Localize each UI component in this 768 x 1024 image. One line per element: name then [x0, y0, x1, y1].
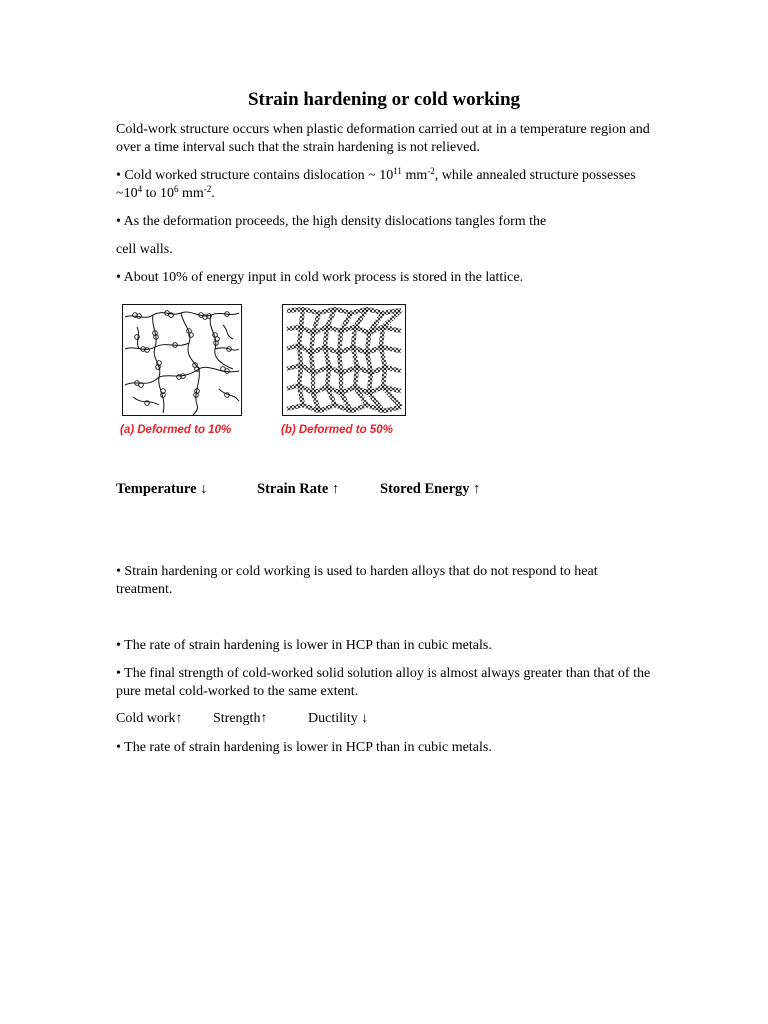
micrograph-deformed-10 [122, 304, 242, 416]
dislocation-cell-network-dense [283, 305, 405, 415]
page-title: Strain hardening or cold working [247, 89, 521, 110]
p2-sup-5: -2 [203, 184, 212, 194]
p2-text-d: to 10 [142, 186, 174, 201]
cold-work-relation: Cold work↑ [116, 711, 183, 726]
p2-text-a: • Cold worked structure contains dislocation ~ 10 [116, 168, 394, 183]
strain-rate-relation: Strain Rate ↑ [257, 481, 340, 497]
stored-energy-relation: Stored Energy ↑ [380, 481, 481, 497]
caption-deformed-50: (b) Deformed to 50% [281, 424, 393, 436]
p2-sup-4: 6 [173, 184, 179, 194]
ductility-relation: Ductility ↓ [308, 711, 369, 726]
dislocation-network-sparse [123, 305, 241, 415]
p2-sup-1: 11 [393, 166, 402, 176]
intro-paragraph: Cold-work structure occurs when plastic deformation carried out at in a temperature region and over a time interval such that the strain hardening is not relieved. [116, 122, 650, 155]
strength-relation: Strength↑ [213, 711, 268, 726]
temperature-relation: Temperature ↓ [116, 481, 208, 497]
p2-text-e: mm [178, 186, 204, 201]
micrograph-deformed-50 [282, 304, 406, 416]
hcp-rate-paragraph-repeat: • The rate of strain hardening is lower in HCP than in cubic metals. [116, 740, 492, 755]
cell-walls-paragraph: • As the deformation proceeds, the high density dislocations tangles form the [116, 214, 547, 229]
microstructure-figure [120, 304, 420, 444]
cell-walls-continuation: cell walls. [116, 242, 173, 257]
dislocation-density-paragraph [116, 167, 656, 203]
p2-sup-3: 4 [137, 184, 143, 194]
p2-sup-2: -2 [427, 166, 435, 176]
solid-solution-paragraph: • The final strength of cold-worked solid solution alloy is almost always greater than that of the pure metal cold-worked to the same extent. [116, 666, 651, 699]
p2-text-f: . [211, 186, 215, 201]
hcp-rate-paragraph: • The rate of strain hardening is lower in HCP than in cubic metals. [116, 638, 492, 653]
stored-energy-paragraph: • About 10% of energy input in cold work process is stored in the lattice. [116, 270, 524, 285]
p2-text-b: mm [401, 168, 428, 183]
p2-text-c: , while annealed structure possesses ~10 [116, 168, 636, 201]
caption-deformed-10: (a) Deformed to 10% [120, 424, 232, 436]
alloy-hardening-paragraph: • Strain hardening or cold working is used to harden alloys that do not respond to heat treatment. [116, 564, 598, 597]
